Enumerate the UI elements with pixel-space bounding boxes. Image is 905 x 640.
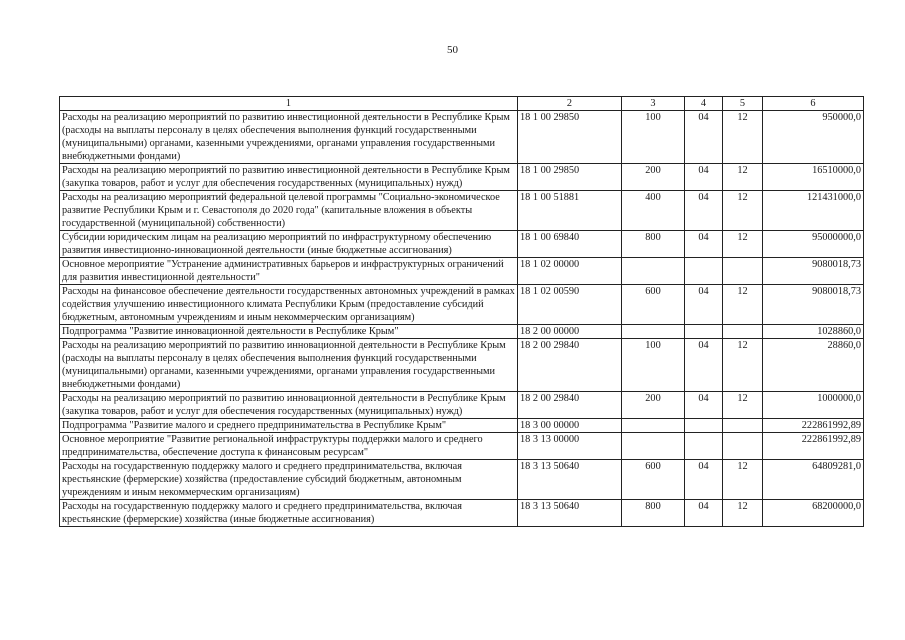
row-name: Расходы на реализацию мероприятий по развитию инвестиционной деятельности в Республике Крым (расходы на выплаты персоналу в целях обеспечения выполнения функций государственными (муниципальными) органами, казенными учреждениями, органами управления государственными внебюджетными фондами) xyxy=(60,111,518,164)
header-col-1: 1 xyxy=(60,97,518,111)
row-code: 18 1 00 69840 xyxy=(518,231,622,258)
row-code: 18 3 13 00000 xyxy=(518,433,622,460)
table-row xyxy=(60,325,864,339)
table-row xyxy=(60,285,864,325)
row-sum: 121431000,0 xyxy=(763,191,864,231)
row-sum: 1028860,0 xyxy=(763,325,864,339)
header-col-5: 5 xyxy=(723,97,763,111)
row-subsection: 12 xyxy=(723,191,763,231)
row-sum: 28860,0 xyxy=(763,339,864,392)
header-col-2: 2 xyxy=(518,97,622,111)
table-row xyxy=(60,339,864,392)
row-code: 18 1 02 00000 xyxy=(518,258,622,285)
row-section: 04 xyxy=(685,191,723,231)
table-row xyxy=(60,500,864,527)
row-section xyxy=(685,325,723,339)
row-section: 04 xyxy=(685,500,723,527)
row-type: 800 xyxy=(622,500,685,527)
row-name: Расходы на государственную поддержку малого и среднего предпринимательства, включая крестьянские (фермерские) хозяйства (предоставление субсидий бюджетным, автономным учреждениям и иным некоммерческим организациям) xyxy=(60,460,518,500)
table-row xyxy=(60,433,864,460)
row-type: 600 xyxy=(622,460,685,500)
row-sum: 16510000,0 xyxy=(763,164,864,191)
row-name: Основное мероприятие "Устранение административных барьеров и инфраструктурных ограничений для развития инвестиционной деятельности" xyxy=(60,258,518,285)
row-section: 04 xyxy=(685,164,723,191)
header-col-3: 3 xyxy=(622,97,685,111)
table-row xyxy=(60,258,864,285)
table-row xyxy=(60,231,864,258)
row-name: Расходы на финансовое обеспечение деятельности государственных автономных учреждений в рамках содействия улучшению инвестиционного климата Республики Крым (предоставление субсидий бюджетным, автономным учреждениям и иным некоммерческим организациям) xyxy=(60,285,518,325)
row-type xyxy=(622,419,685,433)
row-name: Субсидии юридическим лицам на реализацию мероприятий по инфраструктурному обеспечению развития инвестиционно-инновационной деятельности (иные бюджетные ассигнования) xyxy=(60,231,518,258)
row-type xyxy=(622,258,685,285)
row-type: 400 xyxy=(622,191,685,231)
row-sum: 9080018,73 xyxy=(763,285,864,325)
row-section: 04 xyxy=(685,460,723,500)
budget-table xyxy=(59,96,864,527)
row-subsection: 12 xyxy=(723,500,763,527)
row-code: 18 1 00 51881 xyxy=(518,191,622,231)
table-row xyxy=(60,460,864,500)
row-sum: 1000000,0 xyxy=(763,392,864,419)
row-section xyxy=(685,419,723,433)
row-code: 18 1 00 29850 xyxy=(518,111,622,164)
row-code: 18 3 00 00000 xyxy=(518,419,622,433)
row-type: 200 xyxy=(622,164,685,191)
row-name: Подпрограмма "Развитие малого и среднего предпринимательства в Республике Крым" xyxy=(60,419,518,433)
row-section xyxy=(685,258,723,285)
row-section: 04 xyxy=(685,285,723,325)
row-sum: 950000,0 xyxy=(763,111,864,164)
row-sum: 222861992,89 xyxy=(763,433,864,460)
row-type xyxy=(622,433,685,460)
row-subsection xyxy=(723,433,763,460)
row-section: 04 xyxy=(685,339,723,392)
row-code: 18 2 00 00000 xyxy=(518,325,622,339)
row-name: Расходы на государственную поддержку малого и среднего предпринимательства, включая крестьянские (фермерские) хозяйства (иные бюджетные ассигнования) xyxy=(60,500,518,527)
row-name: Основное мероприятие "Развитие региональной инфраструктуры поддержки малого и среднего предпринимательства, обеспечение доступа к финансовым ресурсам" xyxy=(60,433,518,460)
row-name: Расходы на реализацию мероприятий по развитию инновационной деятельности в Республике Крым (расходы на выплаты персоналу в целях обеспечения выполнения функций государственными (муниципальными) органами, казенными учреждениями, органами управления государственными внебюджетными фондами) xyxy=(60,339,518,392)
row-section xyxy=(685,433,723,460)
table-body xyxy=(60,111,864,527)
row-type: 800 xyxy=(622,231,685,258)
row-sum: 68200000,0 xyxy=(763,500,864,527)
row-subsection: 12 xyxy=(723,111,763,164)
row-subsection xyxy=(723,325,763,339)
page-number: 50 xyxy=(447,44,458,56)
row-sum: 95000000,0 xyxy=(763,231,864,258)
row-type xyxy=(622,325,685,339)
row-code: 18 3 13 50640 xyxy=(518,460,622,500)
table-row xyxy=(60,191,864,231)
row-subsection xyxy=(723,258,763,285)
row-name: Расходы на реализацию мероприятий по развитию инвестиционной деятельности в Республике Крым (закупка товаров, работ и услуг для обеспечения государственных (муниципальных) нужд) xyxy=(60,164,518,191)
row-sum: 9080018,73 xyxy=(763,258,864,285)
row-subsection: 12 xyxy=(723,285,763,325)
row-subsection: 12 xyxy=(723,392,763,419)
row-code: 18 2 00 29840 xyxy=(518,339,622,392)
row-code: 18 1 00 29850 xyxy=(518,164,622,191)
row-subsection: 12 xyxy=(723,460,763,500)
row-subsection: 12 xyxy=(723,339,763,392)
row-subsection: 12 xyxy=(723,164,763,191)
row-sum: 64809281,0 xyxy=(763,460,864,500)
table-row xyxy=(60,392,864,419)
row-type: 200 xyxy=(622,392,685,419)
row-code: 18 1 02 00590 xyxy=(518,285,622,325)
table-row xyxy=(60,419,864,433)
row-type: 600 xyxy=(622,285,685,325)
table-row xyxy=(60,164,864,191)
row-subsection xyxy=(723,419,763,433)
row-type: 100 xyxy=(622,339,685,392)
row-name: Расходы на реализацию мероприятий федеральной целевой программы "Социально-экономическое развитие Республики Крым и г. Севастополя до 2020 года" (капитальные вложения в объекты государственной (муниципальной) собственности) xyxy=(60,191,518,231)
header-col-6: 6 xyxy=(763,97,864,111)
row-name: Расходы на реализацию мероприятий по развитию инновационной деятельности в Республике Крым (закупка товаров, работ и услуг для обеспечения государственных (муниципальных) нужд) xyxy=(60,392,518,419)
header-col-4: 4 xyxy=(685,97,723,111)
row-type: 100 xyxy=(622,111,685,164)
row-name: Подпрограмма "Развитие инновационной деятельности в Республике Крым" xyxy=(60,325,518,339)
table-header-row xyxy=(60,97,864,111)
table-row xyxy=(60,111,864,164)
row-section: 04 xyxy=(685,392,723,419)
row-section: 04 xyxy=(685,231,723,258)
row-code: 18 2 00 29840 xyxy=(518,392,622,419)
row-subsection: 12 xyxy=(723,231,763,258)
row-sum: 222861992,89 xyxy=(763,419,864,433)
row-code: 18 3 13 50640 xyxy=(518,500,622,527)
row-section: 04 xyxy=(685,111,723,164)
